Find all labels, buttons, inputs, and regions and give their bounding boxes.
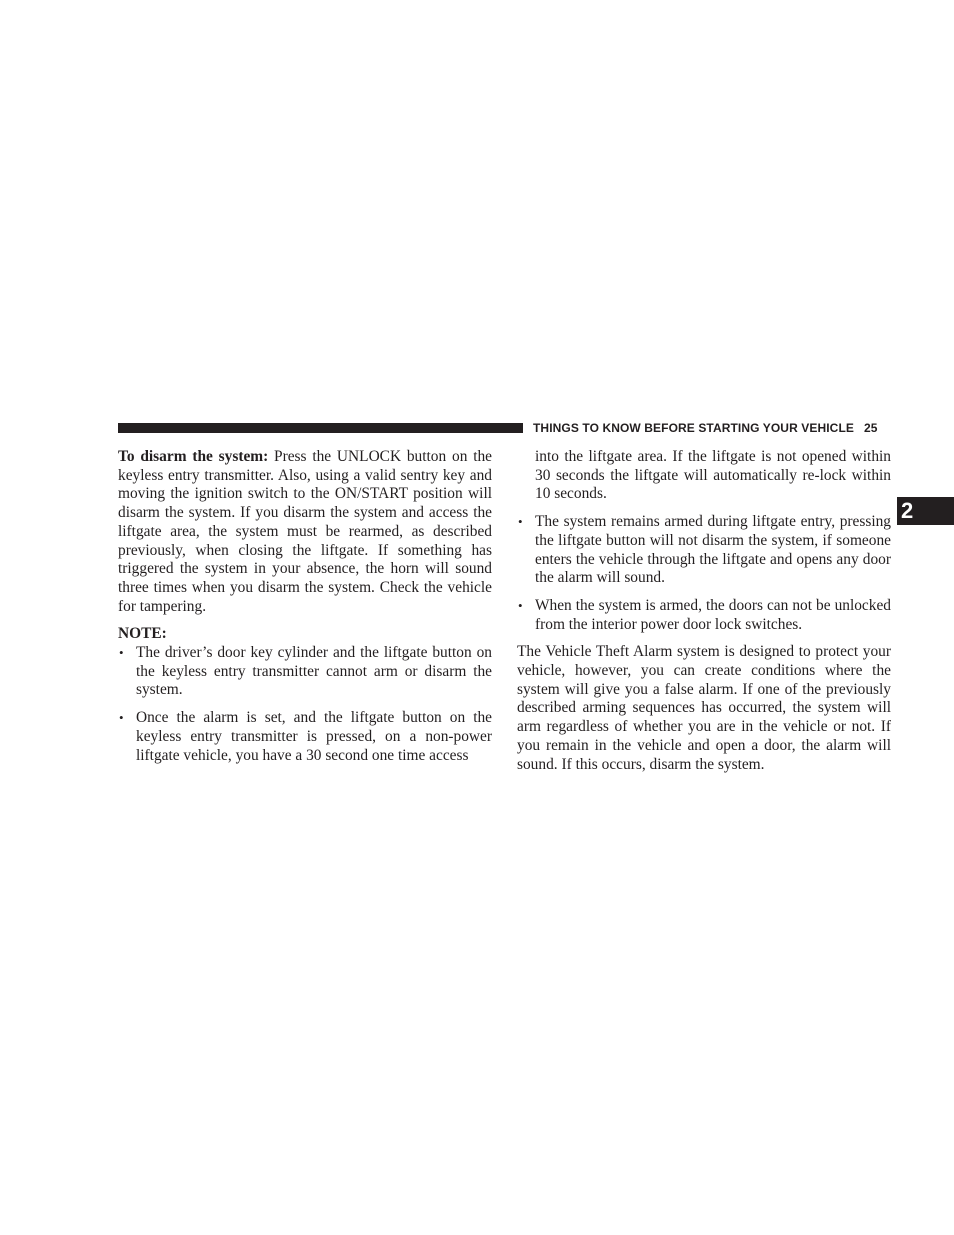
list-item [517,597,891,634]
list-item-text: When the system is armed, the doors can not be unlocked from the interior power door lock switches. [535,596,891,633]
list-item [118,644,492,700]
note-list-continued [517,513,891,634]
bullet-icon: • [518,514,523,530]
note-list [118,644,492,765]
note-label: NOTE: [118,625,167,643]
bullet-icon: • [518,597,523,613]
page-number: 25 [863,421,878,435]
section-title: THINGS TO KNOW BEFORE STARTING YOUR VEHICLE [533,421,854,435]
disarm-text: Press the UNLOCK button on the keyless entry transmitter. Also, using a valid sentry key and moving the ignition switch to the ON/START position will disarm the system. If you disarm the system and access the liftgate area, the system must be rearmed, as described previously, when closing the liftgate. If something has triggered the system in your absence, the horn will sound three times when you disarm the system. Check the vehicle for tampering. [118,448,492,615]
bullet-continuation: into the liftgate area. If the liftgate is not opened within 30 seconds the liftgate will automatically re-lock within 10 seconds. [535,448,891,503]
left-column [118,448,492,774]
right-column [517,448,891,783]
bullet-icon: • [119,645,124,661]
chapter-tab: 2 [897,497,954,525]
running-header [533,420,891,436]
list-item-text: The driver’s door key cylinder and the liftgate button on the keyless entry transmitter cannot arm or disarm the system. [136,644,492,699]
list-item-text: Once the alarm is set, and the liftgate button on the keyless entry transmitter is pressed, on a non-power liftgate vehicle, you have a 30 second one time access [136,709,492,764]
list-item [118,709,492,765]
list-item [517,513,891,588]
list-item-text: The system remains armed during liftgate entry, pressing the liftgate button will not disarm the system, if someone enters the vehicle through the liftgate and opens any door the alarm will sound. [535,513,891,587]
header-rule [118,423,523,433]
disarm-paragraph [118,448,492,616]
disarm-heading: To disarm the system: [118,448,269,465]
false-alarm-paragraph: The Vehicle Theft Alarm system is designed to protect your vehicle, however, you can create conditions where the system will give you a false alarm. If one of the previously described arming sequences has occurred, the system will arm regardless of whether you are in the vehicle or not. If you remain in the vehicle and open a door, the alarm will sound. If this occurs, disarm the system. [517,643,891,773]
bullet-icon: • [119,710,124,726]
